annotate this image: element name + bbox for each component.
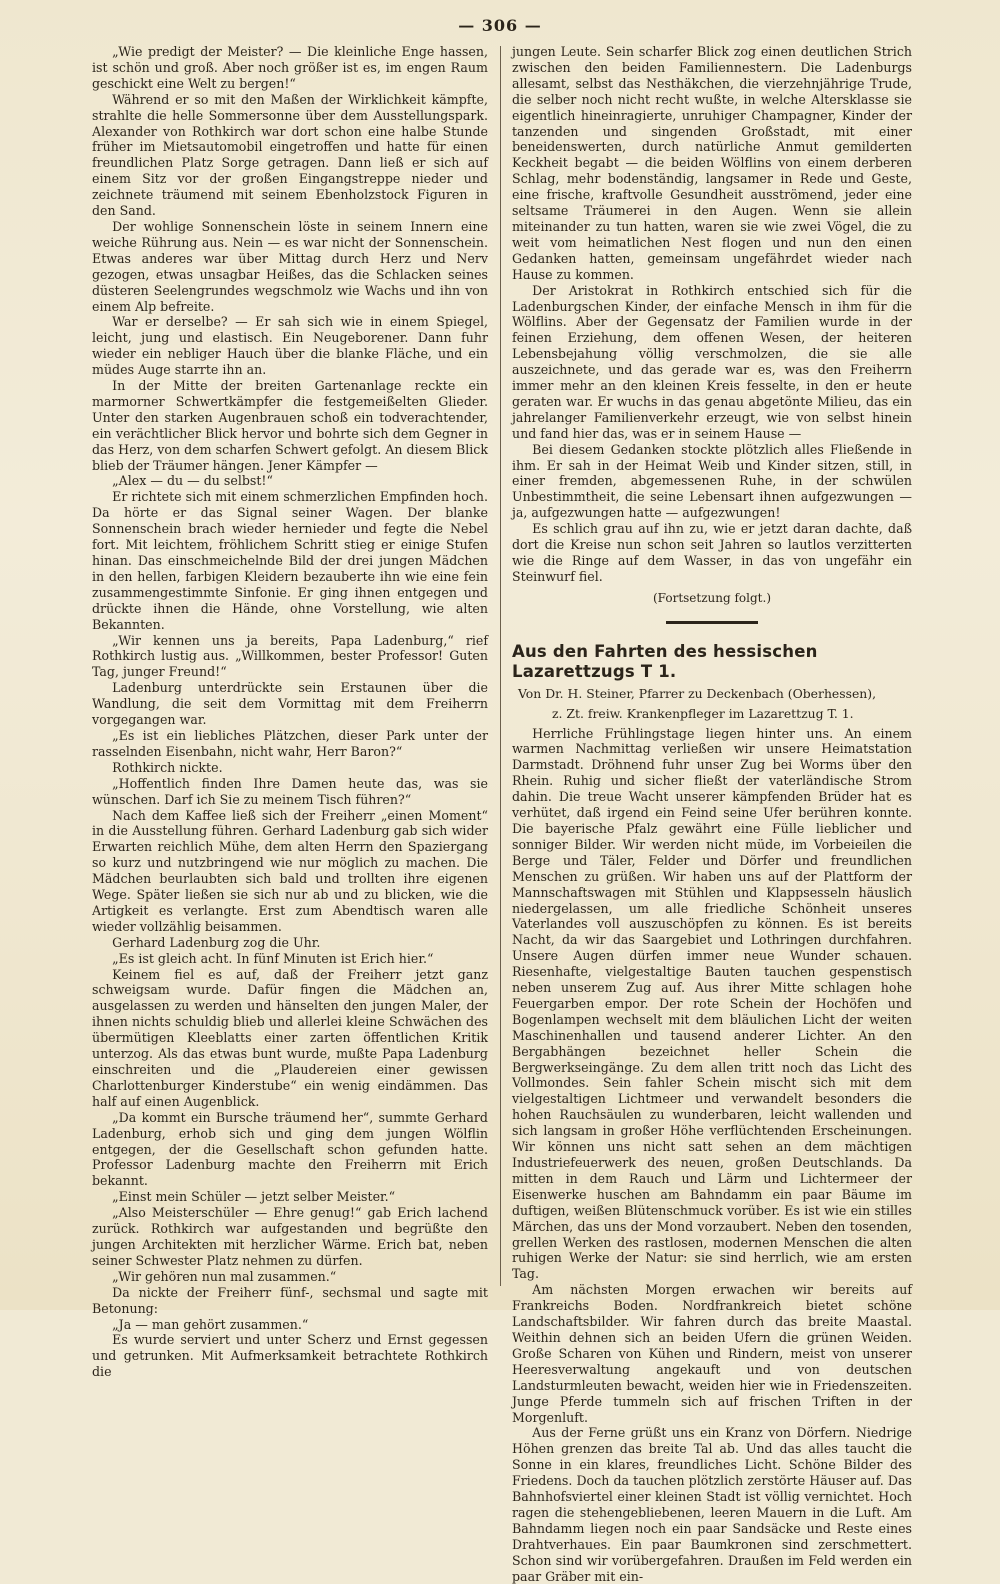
left-paragraph: „Also Meisterschüler — Ehre genug!“ gab Erich lachend zurück. Rothkirch war aufgestanden und begrüßte den jungen Architekten mit herzlicher Wärme. Erich bat, neben seiner Schwester Platz nehmen zu dürfen. [92,1205,488,1268]
article-paragraph: Aus der Ferne grüßt uns ein Kranz von Dörfern. Niedrige Höhen grenzen das breite Tal ab. Und das alles taucht die Sonne in ein klares, freundliches Licht. Schöne Bilder des Friedens. Doch da tauchen plötzlich zerstörte Häuser auf. Das Bahnhofsviertel einer kleinen Stadt ist völlig vernichtet. Hoch ragen die stehengebliebenen, leeren Mauern in die Luft. Am Bahndamm liegen noch ein paar Sandsäcke und Reste eines Drahtverhaues. Ein paar Baumkronen sind zerschmettert. Schon sind wir vorübergefahren. Draußen im Feld werden ein paar Gräber mit ein- [512,1425,912,1584]
left-paragraph: Es wurde serviert und unter Scherz und Ernst gegessen und getrunken. Mit Aufmerksamkeit betrachtete Rothkirch die [92,1332,488,1380]
article-paragraph: Am nächsten Morgen erwachen wir bereits auf Frankreichs Boden. Nordfrankreich bietet schöne Landschaftsbilder. Wir fahren durch das breite Maastal. Weithin dehnen sich an beiden Ufern die grünen Weiden. Große Scharen von Kühen und Rindern, meist von unserer Heeresverwaltung angekauft und von deutschen Landsturmleuten bewacht, weiden hier wie in Friedenszeiten. Junge Pferde tummeln sich auf frischen Triften in der Morgenluft. [512,1282,912,1425]
left-paragraph: Gerhard Ladenburg zog die Uhr. [112,934,321,950]
left-paragraph: „Ja — man gehört zusammen.“ [112,1316,309,1332]
left-paragraph: „Einst mein Schüler — jetzt selber Meister.“ [112,1189,396,1205]
right-paragraph: Der Aristokrat in Rothkirch entschied sich für die Ladenburgschen Kinder, der einfache Mensch in ihm für die Wölflins. Aber der Gegensatz der Familien wurde in der feinen Erziehung, dem offenen Wesen, der heiteren Lebensbejahung völlig verschmolzen, die sie alle auszeichnete, und das gerade war es, was den Freiherrn immer mehr an den kleinen Kreis fesselte, in den er heute geraten war. Er wuchs in das genau abgetönte Milieu, das ein jahrelanger Familienverkehr erzeugt, wie von selbst hinein und fand hier das, was er in seinem Hause — [512,282,912,441]
page-number: — 306 — [458,16,542,35]
left-paragraph: War er derselbe? — Er sah sich wie in einem Spiegel, leicht, jung und elastisch. Ein Neugeborener. Dann fuhr wieder ein nebliger Hauch über die blanke Fläche, und ein müdes Auge starrte ihn an. [92,314,488,378]
right-column [512,44,912,1584]
right-paragraph: Bei diesem Gedanken stockte plötzlich alles Fließende in ihm. Er sah in der Heimat Weib und Kinder sitzen, still, in einer fremden, abgemessenen Ruhe, in der schwülen Unbestimmtheit, die seine Lebensart ihnen aufgezwungen — ja, aufgezwungen hatte — aufgezwungen! [512,441,912,521]
left-paragraph: „Wie predigt der Meister? — Die kleinliche Enge hassen, ist schön und groß. Aber noch größer ist es, im engen Raum geschickt eine Welt zu bergen!“ [92,44,488,91]
left-paragraph: „Es ist gleich acht. In fünf Minuten ist Erich hier.“ [112,950,434,966]
left-paragraph: Der wohlige Sonnenschein löste in seinem Innern eine weiche Rührung aus. Nein — es war nicht der Sonnenschein. Etwas anderes war über Mittag durch Herz und Nerv gezogen, etwas unsagbar Heißes, das die Schlacken seines düsteren Seelengrundes wegschmolz wie Wachs und ihn von einem Alp befreite. [92,218,488,314]
left-paragraph: „Alex — du — du selbst!“ [112,473,273,489]
section-divider [666,621,758,624]
left-paragraph: Er richtete sich mit einem schmerzlichen Empfinden hoch. Da hörte er das Signal seiner Wagen. Der blanke Sonnenschein brach wieder hernieder und fegte die Nebel fort. Mit leichtem, fröhlichem Schritt stieg er einige Stufen hinan. Das einschmeichelnde Bild der drei jungen Mädchen in den hellen, farbigen Kleidern bezauberte ihn wie eine fein zusammengestimmte Sinfonie. Er ging ihnen entgegen und drückte ihnen die Hände, ohne Vorstellung, wie alten Bekannten. [92,489,488,632]
left-column [92,44,488,1380]
left-paragraph: Rothkirch nickte. [112,759,223,775]
left-paragraph: Nach dem Kaffee ließ sich der Freiherr „einen Moment“ in die Ausstellung führen. Gerhard Ladenburg gab sich wider Erwarten reichlich Mühe, dem alten Herrn den Spaziergang so kurz und nutzbringend wie nur möglich zu machen. Die Mädchen beurlaubten sich bald und trollten ihre eigenen Wege. Später ließen sie sich nur ab und zu blicken, wie die Artigkeit es verlangte. Erst zum Abendtisch waren alle wieder vollzählig beisammen. [92,807,488,934]
article-paragraph: Herrliche Frühlingstage liegen hinter uns. An einem warmen Nachmittag verließen wir unsere Heimatstation Darmstadt. Dröhnend fuhr unser Zug bei Worms über den Rhein. Ruhig und sicher fließt der vaterländische Strom dahin. Die treue Wacht unserer kämpfenden Brüder hat es verhütet, daß irgend ein Feind seine Ufer berühren konnte. Die bayerische Pfalz gewährt eine Fülle lieblicher und sonniger Bilder. Wir werden nicht müde, im Vorbeieilen die Berge und Täler, Felder und Dörfer und freundlichen Menschen zu grüßen. Wir haben uns auf der Plattform der Mannschaftswagen mit Stühlen und Klappsesseln häuslich niedergelassen, um alle friedliche Schönheit unseres Vaterlandes voll auszuschöpfen zu können. Es ist bereits Nacht, da wir das Saargebiet und Lothringen durchfahren. Unsere Augen dürfen immer neue Wunder schauen. Riesenhafte, vielgestaltige Bauten tauchen gespenstisch neben unserem Zug auf. Aus ihrer Mitte schlagen hohe Feuergarben empor. Der rote Schein der Hochöfen und Bogenlampen wechselt mit dem bläulichen Licht der weiten Maschinenhallen und tausend anderer Lichter. An den Bergabhängen bezeichnet heller Schein die Bergwerkseingänge. Zu dem allen tritt noch das Licht des Vollmondes. Sein fahler Schein mischt sich mit dem vielgestaltigen Lichtmeer und verwandelt besonders die hohen Rauchsäulen zu wunderbaren, leicht wallenden und sich langsam in großer Höhe verflüchtenden Erscheinungen. Wir können uns nicht satt sehen an dem mächtigen Industriefeuerwerk des neuen, großen Deutschlands. Da mitten in dem Rauch und Lärm und Lichtermeer der Eisenwerke huschen am Bahndamm ein paar Bäume im duftigen, weißen Blütenschmuck vorüber. Es ist wie ein stilles Märchen, das uns der Mond vorzaubert. Neben den tosenden, grellen Werken des rastlosen, modernen Menschen die alten ruhigen Werke der Natur: sie sind herrlich, wie am ersten Tag. [512,725,912,1282]
right-paragraph: Es schlich grau auf ihn zu, wie er jetzt daran dachte, daß dort die Kreise nun schon seit Jahren so lautlos verzitterten wie die Ringe auf dem Wasser, in das von ungefähr ein Steinwurf fiel. [512,521,912,584]
article-byline-role: z. Zt. freiw. Krankenpfleger im Lazarettzug T. 1. [552,705,854,721]
article-title: Aus den Fahrten des hessischen Lazarettzugs T 1. [512,641,818,681]
article-byline-author: Von Dr. H. Steiner, Pfarrer zu Deckenbach (Oberhessen), [518,685,877,701]
left-paragraph: „Da kommt ein Bursche träumend her“, summte Gerhard Ladenburg, erhob sich und ging dem jungen Wölflin entgegen, der die Gesellschaft schon gefunden hatte. Professor Ladenburg machte den Freiherrn mit Erich bekannt. [92,1109,488,1189]
left-paragraph: „Hoffentlich finden Ihre Damen heute das, was sie wünschen. Darf ich Sie zu meinem Tisch führen?“ [92,775,488,807]
left-paragraph: „Wir gehören nun mal zusammen.“ [112,1268,337,1284]
left-paragraph: In der Mitte der breiten Gartenanlage reckte ein marmorner Schwertkämpfer die festgemeißelten Glieder. Unter den starken Augenbrauen schoß ein todverachtender, ein verächtlicher Blick hervor und bohrte sich dem Gegner in das Herz, von dem scharfen Schwert gefolgt. An diesem Blick blieb der Träumer hängen. Jener Kämpfer — [92,378,488,473]
continuation-note: (Fortsetzung folgt.) [653,590,771,605]
left-paragraph: „Wir kennen uns ja bereits, Papa Ladenburg,“ rief Rothkirch lustig aus. „Willkommen, bester Professor! Guten Tag, junger Freund!“ [92,632,488,680]
left-paragraph: „Es ist ein liebliches Plätzchen, dieser Park unter der rasselnden Eisenbahn, nicht wahr, Herr Baron?“ [92,727,488,759]
column-rule [500,46,501,1286]
left-paragraph: Keinem fiel es auf, daß der Freiherr jetzt ganz schweigsam wurde. Dafür fingen die Mädchen an, ausgelassen zu werden und hänselten den jungen Maler, der ihnen nichts schuldig blieb und allerlei kleine Schwächen des übermütigen Kleeblatts einer zarten öffentlichen Kritik unterzog. Als das etwas bunt wurde, mußte Papa Ladenburg einschreiten und die „Plaudereien einer gewissen Charlottenburger Kinderstube“ ein wenig eindämmen. Das half auf einen Augenblick. [92,966,488,1109]
right-paragraph: jungen Leute. Sein scharfer Blick zog einen deutlichen Strich zwischen den beiden Familiennestern. Die Ladenburgs allesamt, selbst das Nesthäkchen, die vierzehnjährige Trude, die selber noch nicht recht wußte, in welche Altersklasse sie eigentlich hineinragierte, unruhiger Champagner, Kinder der tanzenden und singenden Großstadt, mit einer beneidenswerten, durch natürliche Anmut gemilderten Keckheit begabt — die beiden Wölflins von einem derberen Schlag, mehr bodenständig, langsamer in Rede und Geste, eine frische, kraftvolle Gesundheit ausströmend, jeder eine seltsame Träumerei in den Augen. Wenn sie allein miteinander zu tun hatten, waren sie wie zwei Vögel, die zu weit vom heimatlichen Nest flogen und nun den einen Gedanken hatten, gemeinsam ungefährdet wieder nach Hause zu kommen. [512,44,912,282]
left-paragraph: Da nickte der Freiherr fünf-, sechsmal und sagte mit Betonung: [92,1284,488,1316]
left-paragraph: Während er so mit den Maßen der Wirklichkeit kämpfte, strahlte die helle Sommersonne über dem Ausstellungspark. Alexander von Rothkirch war dort schon eine halbe Stunde früher im Mietsautomobil eingetroffen und hatte für einen freundlichen Platz Sorge getragen. Dann ließ er sich auf einem Sitz vor der großen Eingangstreppe nieder und zeichnete träumend mit seinem Ebenholzstock Figuren in den Sand. [92,91,488,219]
left-paragraph: Ladenburg unterdrückte sein Erstaunen über die Wandlung, die seit dem Vormittag mit dem Freiherrn vorgegangen war. [92,680,488,728]
